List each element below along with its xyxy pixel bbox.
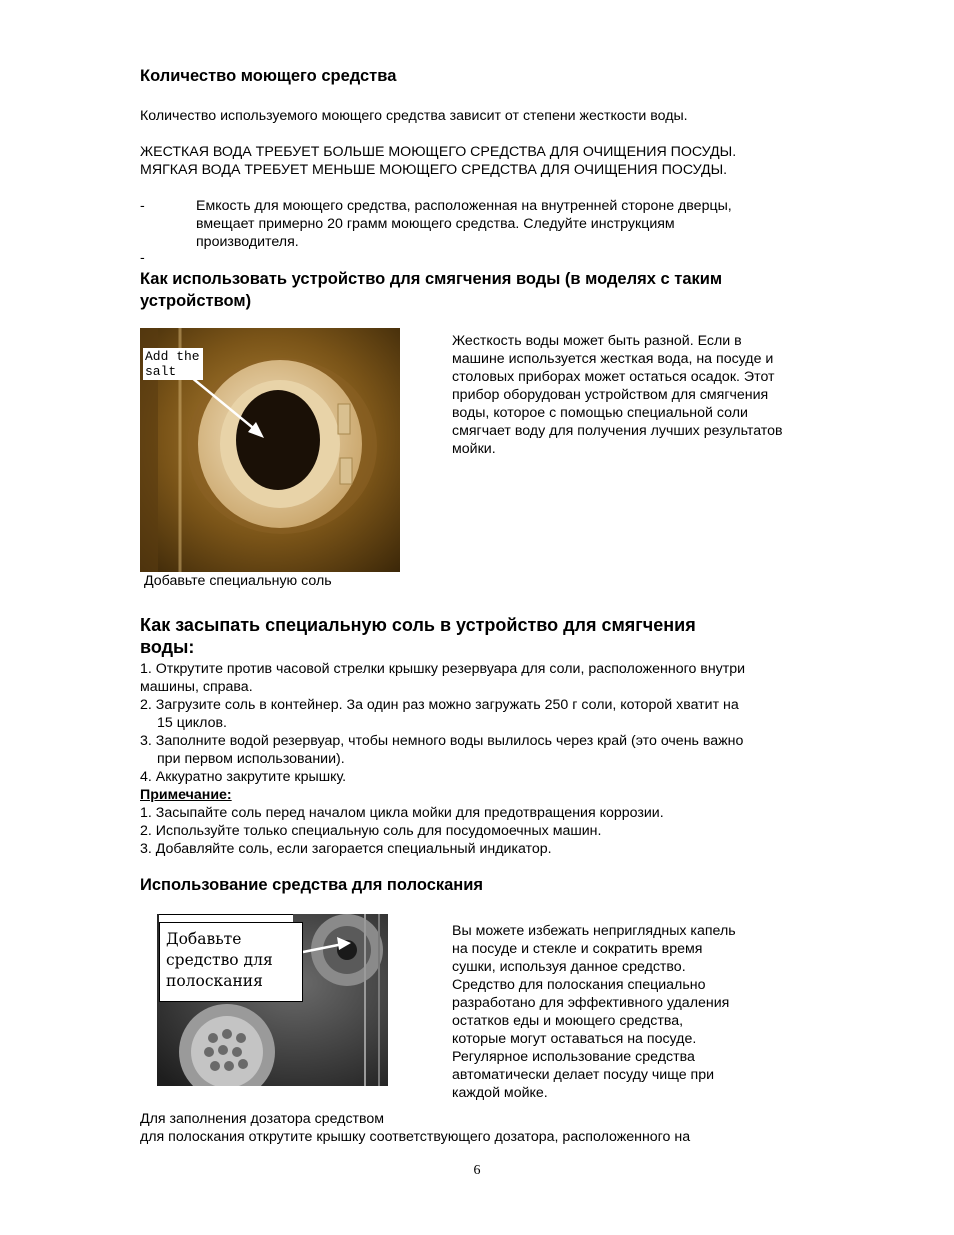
salt-photo-caption: Добавьте специальную соль	[144, 573, 332, 589]
intro-text: Количество используемого моющего средства зависит от степени жесткости воды.	[140, 108, 688, 124]
salt-container-photo	[140, 328, 400, 572]
list-item: 3. Добавляйте соль, если загорается специальный индикатор.	[140, 841, 552, 857]
list-item: 1. Засыпайте соль перед началом цикла мойки для предотвращения коррозии.	[140, 805, 664, 821]
add-salt-label: Add the salt	[143, 348, 203, 380]
soft-water-text: МЯГКАЯ ВОДА ТРЕБУЕТ МЕНЬШЕ МОЮЩЕГО СРЕДСТВА ДЛЯ ОЧИЩЕНИЯ ПОСУДЫ.	[140, 162, 728, 178]
hard-water-text: ЖЕСТКАЯ ВОДА ТРЕБУЕТ БОЛЬШЕ МОЮЩЕГО СРЕДСТВА ДЛЯ ОЧИЩЕНИЯ ПОСУДЫ.	[140, 144, 737, 160]
section-heading-water-softener: Как использовать устройство для смягчения воды (в моделях с таким устройством)	[140, 270, 723, 310]
rinse-aid-photo	[157, 914, 388, 1086]
list-item: при первом использовании).	[157, 751, 345, 767]
rinse-aid-text: Вы можете избежать неприглядных капель на посуде и стекле и сократить время сушки, используя данное средство. Средство для полоскания специально разработано для эффективного удаления остатков еды и моющего средства, которые могут оставаться на посуде. Регулярное использование средства автоматически делает посуду чище при каждой мойке.	[452, 923, 736, 1101]
list-item: машины, справа.	[140, 679, 253, 695]
section-heading-add-salt: Как засыпать специальную соль в устройство для смягчения воды:	[140, 615, 696, 657]
bullet-text: Емкость для моющего средства, расположенная на внутренней стороне дверцы, вмещает примерно 20 грамм моющего средства. Следуйте инструкциям производителя.	[196, 198, 732, 250]
list-item: 2. Загрузите соль в контейнер. За один раз можно загружать 250 г соли, которой хватит на	[140, 697, 739, 713]
water-softener-text: Жесткость воды может быть разной. Если в машине используется жесткая вода, на посуде и столовых приборах может остаться осадок. Этот прибор оборудован устройством для смягчения воды, которое с помощью специальной соли смягчает воду для получения лучших результатов мойки.	[452, 333, 783, 457]
salt-steps-list	[140, 660, 745, 858]
note-label: Примечание:	[140, 787, 232, 803]
bullet-dash: -	[140, 198, 145, 214]
section-heading-detergent-amount: Количество моющего средства	[140, 67, 397, 85]
list-item: 15 циклов.	[157, 715, 227, 731]
list-item: 2. Используйте только специальную соль для посудомоечных машин.	[140, 823, 602, 839]
page-number: 6	[473, 1163, 481, 1178]
list-item: 1. Открутите против часовой стрелки крышку резервуара для соли, расположенного внутри	[140, 661, 746, 677]
rinse-aid-bottom-text: Для заполнения дозатора средством для полоскания открутите крышку соответствующего дозатора, расположенного на	[140, 1111, 691, 1145]
list-item: 3. Заполните водой резервуар, чтобы немного воды вылилось через край (это очень важно	[140, 733, 744, 749]
section-heading-rinse-aid: Использование средства для полоскания	[140, 876, 484, 894]
trailing-dash: -	[140, 250, 145, 266]
list-item: 4. Аккуратно закрутите крышку.	[140, 769, 347, 785]
add-rinse-aid-label: Добавьте средство для полоскания	[159, 922, 303, 1002]
